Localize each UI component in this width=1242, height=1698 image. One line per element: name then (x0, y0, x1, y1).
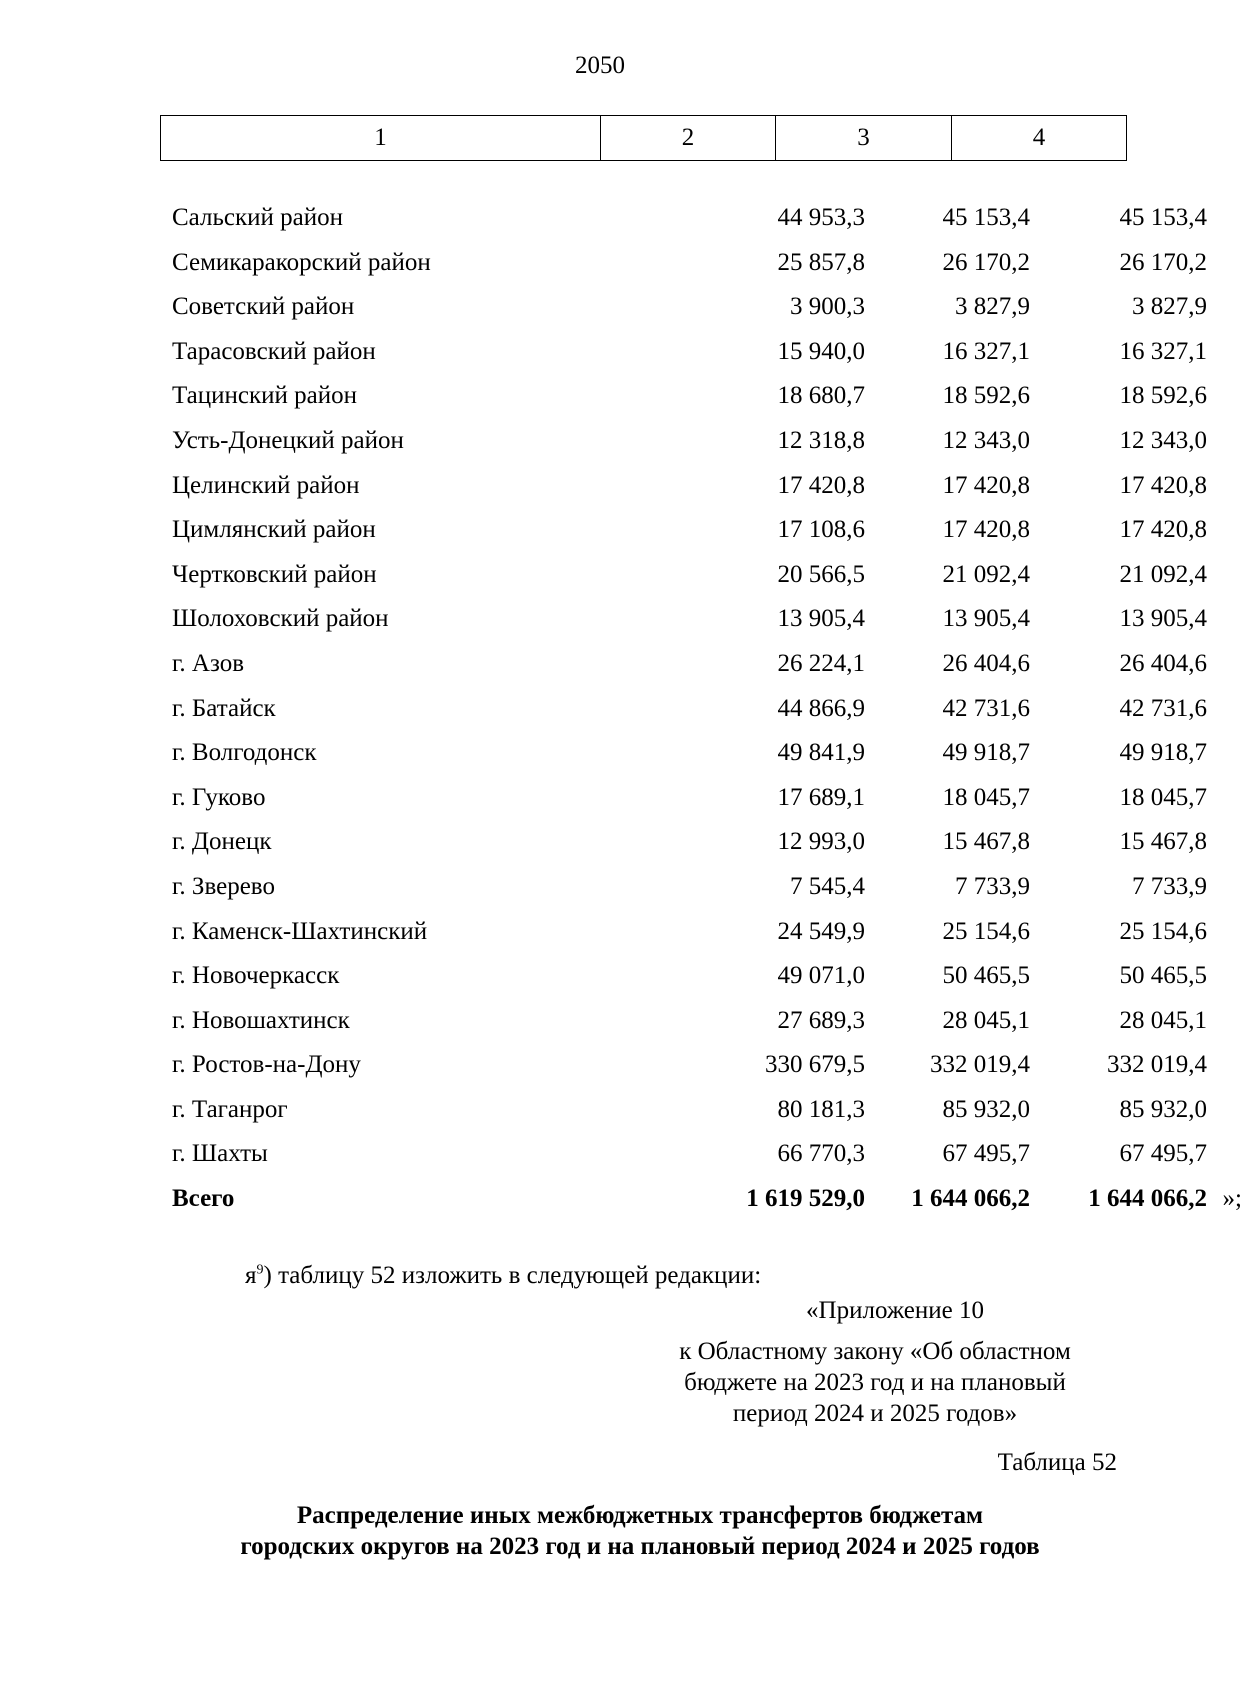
table-title (150, 1500, 1130, 1562)
table-title-line-1: Распределение иных межбюджетных трансфертов бюджетам (296, 1502, 984, 1529)
table-row (160, 783, 1207, 829)
value-col-2: 12 318,8 (777, 426, 865, 454)
value-col-3: 7 733,9 (955, 872, 1030, 900)
row-name: г. Новошахтинск (172, 1006, 350, 1034)
row-name: Тарасовский район (172, 337, 376, 365)
table-row (160, 426, 1207, 472)
value-col-2: 17 420,8 (777, 471, 865, 499)
clause-letter: я (245, 1262, 257, 1289)
table-row (160, 1006, 1207, 1052)
total-label: Всего (172, 1185, 235, 1213)
clause-superscript: 9 (256, 1262, 264, 1278)
value-col-3: 42 731,6 (942, 694, 1030, 722)
table-number: Таблица 52 (997, 1449, 1117, 1476)
value-col-2: 330 679,5 (765, 1051, 865, 1079)
value-col-4: 25 154,6 (1119, 917, 1207, 945)
page-number: 2050 (575, 52, 625, 79)
table-row (160, 828, 1207, 873)
value-col-4: 15 467,8 (1119, 828, 1207, 856)
row-name: г. Донецк (172, 828, 272, 856)
row-name: г. Каменск-Шахтинский (172, 917, 428, 945)
value-col-4: 67 495,7 (1119, 1140, 1207, 1168)
value-col-2: 49 071,0 (777, 962, 865, 990)
value-col-2: 13 905,4 (777, 605, 865, 633)
value-col-2: 18 680,7 (777, 382, 865, 410)
value-col-4: 17 420,8 (1119, 471, 1207, 499)
value-col-4: 50 465,5 (1119, 962, 1207, 990)
table-row (160, 1051, 1207, 1096)
value-col-2: 80 181,3 (777, 1095, 865, 1123)
value-col-4: 18 592,6 (1119, 382, 1207, 410)
table-row (160, 739, 1207, 784)
table-row (160, 605, 1207, 650)
value-col-3: 18 592,6 (942, 382, 1030, 410)
row-name: г. Новочеркасск (172, 962, 340, 990)
value-col-4: 7 733,9 (1132, 872, 1207, 900)
value-col-2: 49 841,9 (777, 739, 865, 767)
value-col-4: 42 731,6 (1119, 694, 1207, 722)
value-col-2: 24 549,9 (777, 917, 865, 945)
value-col-3: 21 092,4 (942, 560, 1030, 588)
row-name: г. Ростов-на-Дону (172, 1051, 361, 1079)
row-name: Тацинский район (172, 382, 357, 410)
value-col-3: 1 644 066,2 (911, 1185, 1030, 1213)
value-col-4: 3 827,9 (1132, 293, 1207, 321)
row-name: г. Азов (172, 649, 245, 677)
table-row (160, 248, 1207, 294)
value-col-2: 44 953,3 (777, 204, 865, 231)
value-col-2: 17 689,1 (777, 783, 865, 811)
table-row (160, 1095, 1207, 1141)
value-col-4: 21 092,4 (1119, 560, 1207, 588)
row-name: Сальский район (172, 204, 343, 231)
header-cell-1: 1 (161, 116, 601, 160)
value-col-4: 85 932,0 (1119, 1095, 1207, 1123)
row-name: г. Шахты (172, 1140, 268, 1168)
value-col-2: 12 993,0 (777, 828, 865, 856)
table-row (160, 649, 1207, 695)
appendix-title: «Приложение 10 (806, 1297, 984, 1324)
value-col-3: 15 467,8 (942, 828, 1030, 856)
value-col-2: 26 224,1 (777, 649, 865, 677)
value-col-2: 17 108,6 (777, 516, 865, 544)
row-name: Советский район (172, 293, 355, 321)
closing-quote: »; (1222, 1185, 1242, 1213)
value-col-4: 12 343,0 (1119, 426, 1207, 454)
row-name: г. Волгодонск (172, 739, 317, 767)
header-cell-4: 4 (1032, 124, 1046, 151)
total-row (160, 1185, 1242, 1230)
row-name: г. Зверево (172, 872, 275, 900)
value-col-3: 85 932,0 (942, 1095, 1030, 1123)
value-col-3: 28 045,1 (942, 1006, 1030, 1034)
row-name: Семикаракорский район (172, 248, 431, 276)
table-row (160, 917, 1207, 963)
appendix-line-2: к Областному закону «Об областном (679, 1338, 1071, 1365)
value-col-4: 45 153,4 (1119, 204, 1207, 231)
value-col-3: 3 827,9 (955, 293, 1030, 321)
value-col-4: 1 644 066,2 (1088, 1185, 1207, 1213)
value-col-2: 20 566,5 (777, 560, 865, 588)
row-name: г. Гуково (172, 783, 266, 811)
value-col-3: 17 420,8 (942, 471, 1030, 499)
value-col-2: 3 900,3 (790, 293, 865, 321)
value-col-3: 25 154,6 (942, 917, 1030, 945)
value-col-3: 26 404,6 (942, 649, 1030, 677)
clause-body: ) таблицу 52 изложить в следующей редакции: (263, 1262, 762, 1289)
value-col-4: 49 918,7 (1119, 739, 1207, 767)
table-row (160, 293, 1207, 338)
value-col-4: 332 019,4 (1107, 1051, 1207, 1079)
appendix-line-3: бюджете на 2023 год и на плановый (684, 1369, 1066, 1396)
appendix-note (615, 1295, 1135, 1429)
value-col-4: 18 045,7 (1119, 783, 1207, 811)
table-body (160, 204, 1242, 1230)
value-col-3: 49 918,7 (942, 739, 1030, 767)
table-row (160, 962, 1207, 1007)
value-col-3: 50 465,5 (942, 962, 1030, 990)
table-row (160, 471, 1207, 517)
value-col-4: 26 404,6 (1119, 649, 1207, 677)
value-col-4: 16 327,1 (1119, 337, 1207, 365)
table-row (160, 560, 1207, 606)
table-row (160, 1140, 1207, 1185)
row-name: г. Таганрог (172, 1095, 288, 1123)
value-col-3: 16 327,1 (942, 337, 1030, 365)
value-col-3: 332 019,4 (930, 1051, 1030, 1079)
row-name: г. Батайск (172, 694, 276, 722)
row-name: Шолоховский район (172, 605, 389, 633)
table-row (160, 337, 1207, 383)
row-name: Усть-Донецкий район (172, 426, 404, 454)
value-col-3: 26 170,2 (942, 248, 1030, 276)
table-header (160, 115, 1127, 161)
value-col-2: 25 857,8 (777, 248, 865, 276)
table-row (160, 204, 1207, 249)
value-col-3: 45 153,4 (942, 204, 1030, 231)
value-col-3: 13 905,4 (942, 605, 1030, 633)
table-title-line-2: городских округов на 2023 год и на плановый период 2024 и 2025 годов (240, 1533, 1040, 1560)
table-row (160, 694, 1207, 740)
header-cell-3: 3 (776, 116, 952, 160)
header-cell-2: 2 (601, 116, 776, 160)
value-col-3: 12 343,0 (942, 426, 1030, 454)
value-col-4: 26 170,2 (1119, 248, 1207, 276)
value-col-2: 44 866,9 (777, 694, 865, 722)
table-row (160, 872, 1207, 918)
value-col-4: 13 905,4 (1119, 605, 1207, 633)
row-name: Цимлянский район (172, 516, 376, 544)
value-col-4: 28 045,1 (1119, 1006, 1207, 1034)
appendix-line-4: период 2024 и 2025 годов» (732, 1400, 1018, 1427)
row-name: Целинский район (172, 471, 360, 499)
value-col-2: 7 545,4 (790, 872, 865, 900)
value-col-3: 17 420,8 (942, 516, 1030, 544)
value-col-2: 15 940,0 (777, 337, 865, 365)
value-col-3: 67 495,7 (942, 1140, 1030, 1168)
table-row (160, 516, 1207, 561)
value-col-3: 18 045,7 (942, 783, 1030, 811)
value-col-2: 66 770,3 (777, 1140, 865, 1168)
table-row (160, 382, 1207, 427)
value-col-4: 17 420,8 (1119, 516, 1207, 544)
row-name: Чертковский район (172, 560, 377, 588)
value-col-2: 1 619 529,0 (746, 1185, 865, 1213)
value-col-2: 27 689,3 (777, 1006, 865, 1034)
clause-text (245, 1262, 761, 1290)
